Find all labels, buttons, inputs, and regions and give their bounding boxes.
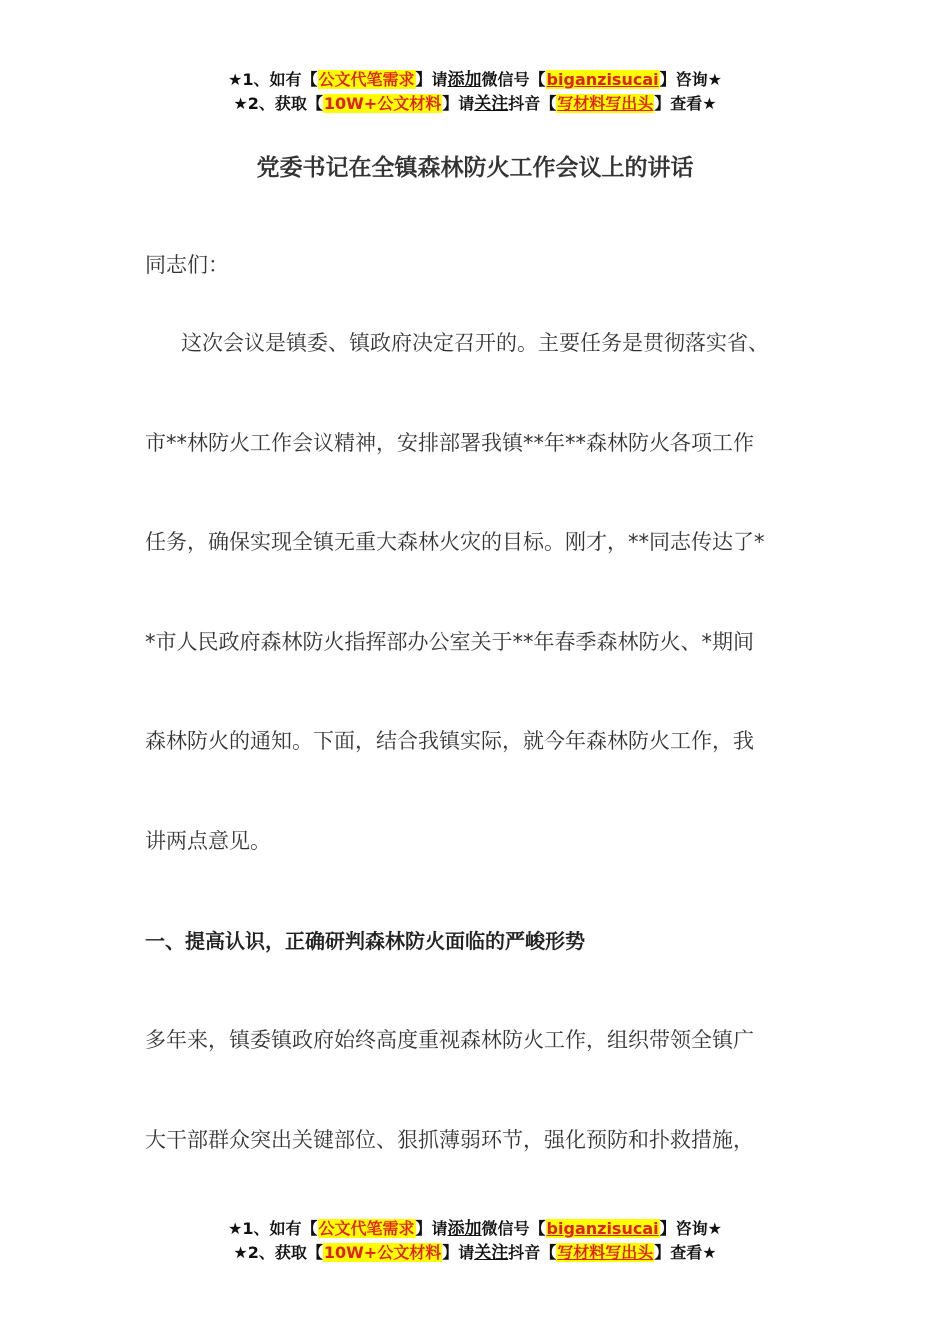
- emphasis-follow: 关注: [474, 94, 509, 114]
- douyin-account-link[interactable]: 写材料写出头: [557, 94, 654, 113]
- paragraph-line: 市**林防火工作会议精神，安排部署我镇**年**森林防火各项工作: [145, 431, 754, 455]
- banner-text: ★2、获取【: [233, 1243, 323, 1262]
- banner-text: 】请: [442, 94, 475, 113]
- top-banner: [0, 68, 950, 116]
- wechat-id-link[interactable]: biganzisucai: [546, 1219, 659, 1238]
- paragraph-line: 讲两点意见。: [145, 829, 271, 853]
- banner-text: ★1、如有【: [228, 70, 318, 89]
- banner-text: 】咨询★: [659, 1219, 722, 1238]
- emphasis-add: 添加: [447, 1219, 482, 1239]
- banner-text: 抖音【: [508, 94, 557, 113]
- paragraph-line: 多年来，镇委镇政府始终高度重视森林防火工作，组织带领全镇广: [145, 1028, 754, 1052]
- banner-line-2: [0, 1241, 950, 1265]
- douyin-account-link[interactable]: 写材料写出头: [557, 1243, 654, 1262]
- banner-text: ★1、如有【: [228, 1219, 318, 1238]
- paragraph-line: *市人民政府森林防火指挥部办公室关于**年春季森林防火、*期间: [145, 630, 754, 654]
- banner-text: 抖音【: [508, 1243, 557, 1262]
- banner-line-2: [0, 92, 950, 116]
- emphasis-add: 添加: [447, 70, 482, 90]
- banner-text: ★2、获取【: [233, 94, 323, 113]
- highlight-materials: 10W+公文材料: [323, 1243, 442, 1262]
- highlight-writing-service: 公文代笔需求: [318, 1219, 415, 1238]
- banner-line-1: [0, 1217, 950, 1241]
- banner-line-1: [0, 68, 950, 92]
- banner-text: 】咨询★: [659, 70, 722, 89]
- paragraph-line: 森林防火的通知。下面，结合我镇实际，就今年森林防火工作，我: [145, 729, 754, 753]
- banner-text: 】请: [415, 1219, 448, 1238]
- banner-text: 】请: [415, 70, 448, 89]
- banner-text: 微信号【: [481, 1219, 546, 1238]
- paragraph-line: 大干部群众突出关键部位、狠抓薄弱环节，强化预防和扑救措施，: [145, 1128, 754, 1152]
- highlight-materials: 10W+公文材料: [323, 94, 442, 113]
- banner-text: 】请: [442, 1243, 475, 1262]
- paragraph-line: 这次会议是镇委、镇政府决定召开的。主要任务是贯彻落实省、: [181, 331, 769, 355]
- banner-text: 】查看★: [654, 1243, 717, 1262]
- paragraph-line: 任务，确保实现全镇无重大森林火灾的目标。刚才，**同志传达了*: [145, 530, 765, 554]
- banner-text: 微信号【: [481, 70, 546, 89]
- banner-text: 】查看★: [654, 94, 717, 113]
- emphasis-follow: 关注: [474, 1243, 509, 1263]
- bottom-banner: [0, 1217, 950, 1265]
- section-heading: 一、提高认识，正确研判森林防火面临的严峻形势: [145, 929, 585, 953]
- salutation: 同志们：: [145, 253, 229, 277]
- document-title: 党委书记在全镇森林防火工作会议上的讲话: [256, 155, 694, 181]
- wechat-id-link[interactable]: biganzisucai: [546, 70, 659, 89]
- highlight-writing-service: 公文代笔需求: [318, 70, 415, 89]
